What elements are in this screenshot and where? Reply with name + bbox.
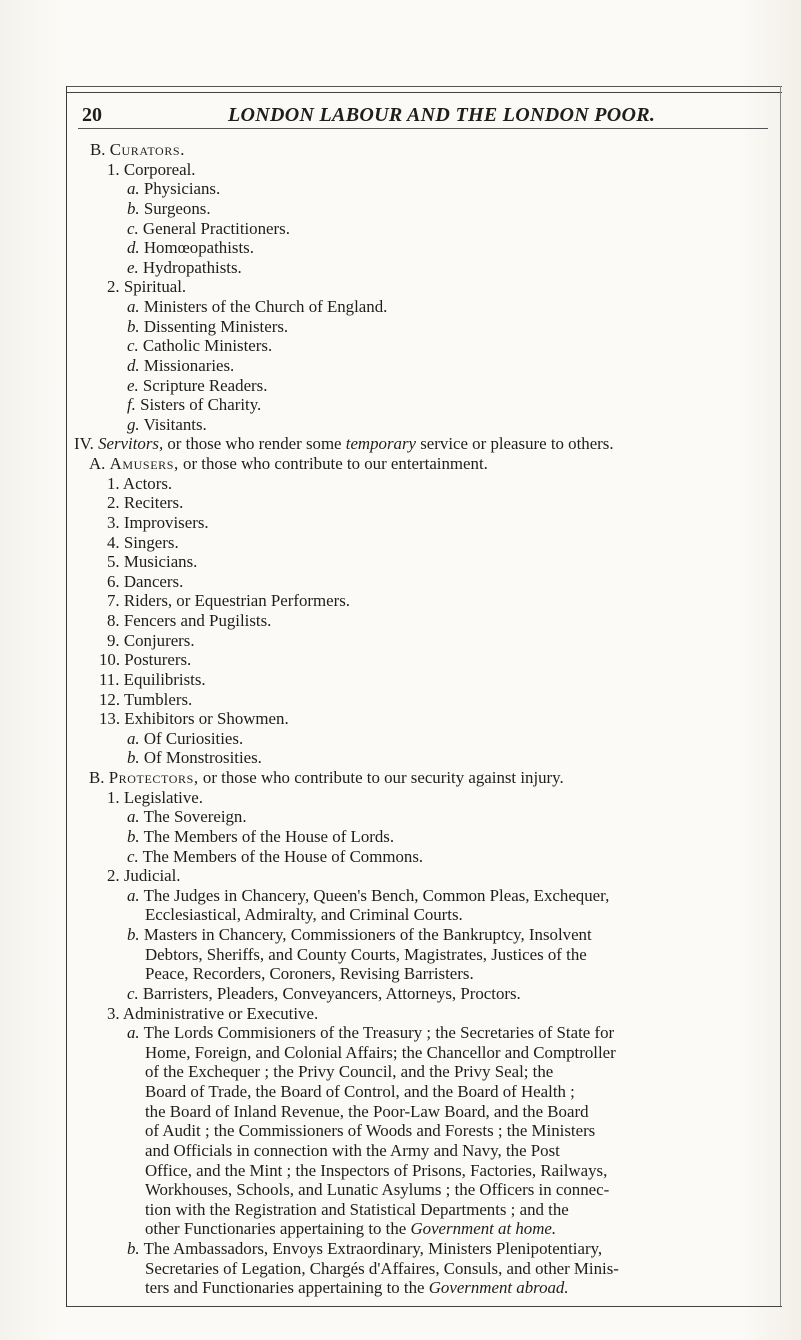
spiritual-label: 2. Spiritual. <box>107 277 187 297</box>
list-item: 3. Improvisers. <box>107 512 209 532</box>
list-item: a. Physicians. <box>127 179 221 199</box>
list-item: 4. Singers. <box>107 532 179 552</box>
corporeal-label: 1. Corporeal. <box>107 159 196 179</box>
paragraph-line: Board of Trade, the Board of Control, and the Board of Health ; <box>145 1082 575 1102</box>
list-item: b. Dissenting Ministers. <box>127 316 289 336</box>
paragraph-line: Debtors, Sheriffs, and County Courts, Magistrates, Justices of the <box>145 944 587 964</box>
paragraph-line: ters and Functionaries appertaining to the Government abroad. <box>145 1278 569 1298</box>
paragraph-line: Home, Foreign, and Colonial Affairs; the Chancellor and Comptroller <box>145 1042 616 1062</box>
list-item: 10. Posturers. <box>99 650 192 670</box>
list-item: 8. Fencers and Pugilists. <box>107 611 272 631</box>
header-rule <box>78 128 768 129</box>
list-item: g. Visitants. <box>127 414 207 434</box>
curators-heading: B. Curators. <box>90 140 186 159</box>
list-item: c. General Practitioners. <box>127 218 290 238</box>
paragraph-line: Secretaries of Legation, Chargés d'Affaires, Consuls, and other Minis- <box>145 1258 619 1278</box>
judicial-label: 2. Judicial. <box>107 866 181 886</box>
page-frame-top <box>66 92 782 93</box>
amusers-heading: A. Amusers, or those who contribute to our entertainment. <box>89 454 488 474</box>
paragraph-line: b. Masters in Chancery, Commissioners of the Bankruptcy, Insolvent <box>127 925 592 945</box>
list-item: d. Missionaries. <box>127 355 235 375</box>
page-frame-right <box>780 86 781 1306</box>
paragraph-line: Ecclesiastical, Admiralty, and Criminal Courts. <box>145 905 463 925</box>
servitors-heading: IV. Servitors, or those who render some temporary service or pleasure to others. <box>74 434 614 454</box>
list-item: 13. Exhibitors or Showmen. <box>99 709 289 729</box>
paragraph-line: tion with the Registration and Statistical Departments ; and the <box>145 1199 569 1219</box>
paragraph-line: b. The Ambassadors, Envoys Extraordinary, Ministers Plenipotentiary, <box>127 1239 603 1259</box>
paragraph-line: the Board of Inland Revenue, the Poor-Law Board, and the Board <box>145 1101 589 1121</box>
paragraph-line: of Audit ; the Commissioners of Woods and Forests ; the Ministers <box>145 1121 596 1141</box>
list-item: e. Scripture Readers. <box>127 375 268 395</box>
list-item: d. Homœopathists. <box>127 238 254 258</box>
list-item: f. Sisters of Charity. <box>127 395 262 415</box>
list-item: 7. Riders, or Equestrian Performers. <box>107 591 350 611</box>
list-item: b. Of Monstrosities. <box>127 748 262 768</box>
list-item: 2. Reciters. <box>107 493 184 513</box>
page-number: 20 <box>82 104 102 126</box>
page-header <box>78 100 768 128</box>
paragraph-line: other Functionaries appertaining to the Government at home. <box>145 1219 557 1239</box>
page-frame-top-outer <box>66 86 782 87</box>
list-item: b. The Members of the House of Lords. <box>127 826 395 846</box>
list-item: a. Ministers of the Church of England. <box>127 297 388 317</box>
page-frame-bottom <box>66 1306 782 1307</box>
page-frame-left <box>66 86 67 1306</box>
paragraph-line: a. The Judges in Chancery, Queen's Bench, Common Pleas, Exchequer, <box>127 885 610 905</box>
paragraph-line: of the Exchequer ; the Privy Council, and the Privy Seal; the <box>145 1062 554 1082</box>
administrative-label: 3. Administrative or Executive. <box>107 1003 319 1023</box>
list-item: 1. Actors. <box>107 473 173 493</box>
list-item: a. Of Curiosities. <box>127 728 244 748</box>
list-item: 6. Dancers. <box>107 571 184 591</box>
list-item: 11. Equilibrists. <box>99 669 206 689</box>
list-item: e. Hydropathists. <box>127 257 242 277</box>
list-item: 9. Conjurers. <box>107 630 195 650</box>
list-item: c. Catholic Ministers. <box>127 336 273 356</box>
list-item: b. Surgeons. <box>127 198 211 218</box>
paragraph-line: Office, and the Mint ; the Inspectors of Prisons, Factories, Railways, <box>145 1160 608 1180</box>
protectors-heading: B. Protectors, or those who contribute to our security against injury. <box>89 768 564 788</box>
paragraph-line: c. Barristers, Pleaders, Conveyancers, Attorneys, Proctors. <box>127 983 521 1003</box>
paragraph-line: and Officials in connection with the Army and Navy, the Post <box>145 1140 560 1160</box>
running-title: LONDON LABOUR AND THE LONDON POOR. <box>228 104 656 126</box>
paragraph-line: a. The Lords Commisioners of the Treasury ; the Secretaries of State for <box>127 1023 615 1043</box>
list-item: a. The Sovereign. <box>127 807 247 827</box>
legislative-label: 1. Legislative. <box>107 787 203 807</box>
paragraph-line: Peace, Recorders, Coroners, Revising Barristers. <box>145 964 474 984</box>
list-item: 5. Musicians. <box>107 552 198 572</box>
paragraph-line: Workhouses, Schools, and Lunatic Asylums ; the Officers in connec- <box>145 1180 610 1200</box>
list-item: c. The Members of the House of Commons. <box>127 846 424 866</box>
list-item: 12. Tumblers. <box>99 689 193 709</box>
